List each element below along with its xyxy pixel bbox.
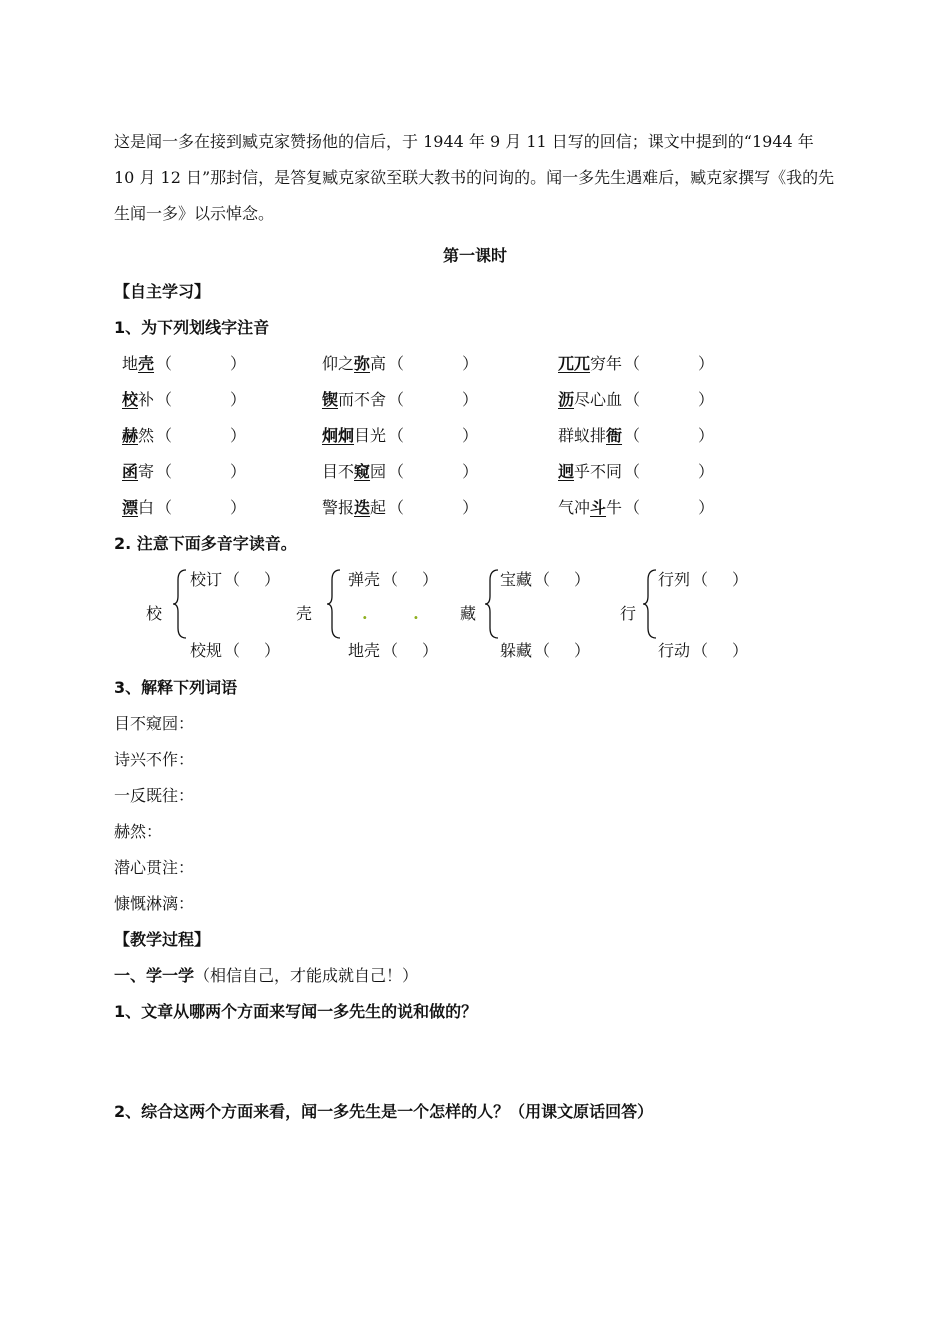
word-suffix: 乎不同: [574, 462, 623, 481]
paren-close: ）: [230, 498, 247, 517]
pinyin-word: [122, 390, 154, 410]
paren-open: （: [388, 426, 405, 445]
paren-close: ）: [574, 570, 591, 589]
underlined-char: 锲: [322, 390, 339, 409]
polyphone-word: 地壳: [348, 641, 381, 660]
polyphone-char: 校: [146, 604, 163, 623]
paren-close: ）: [422, 641, 439, 660]
lesson-title: 第一课时: [442, 246, 507, 265]
paren-close: ）: [698, 498, 715, 517]
paren-open: （: [388, 390, 405, 409]
pinyin-item: [558, 498, 714, 518]
pinyin-word: [322, 354, 386, 374]
paren-open: （: [624, 498, 641, 517]
term-item: 诗兴不作：: [114, 750, 195, 769]
underlined-char: 函: [122, 462, 139, 481]
term-item: 潜心贯注：: [114, 858, 195, 877]
pinyin-item: [122, 354, 246, 374]
paren-close: ）: [230, 462, 247, 481]
polyphone-word: 躲藏: [500, 641, 533, 660]
polyphone-word-bottom: [658, 641, 748, 661]
pinyin-item: [122, 498, 246, 518]
paren-open: （: [624, 354, 641, 373]
paren-open: （: [156, 390, 173, 409]
pinyin-word: [558, 498, 622, 518]
pinyin-item: [558, 426, 714, 446]
pinyin-item: [322, 426, 478, 446]
paren-close: ）: [732, 570, 749, 589]
polyphone-word-top: [348, 570, 438, 590]
paren-open: （: [624, 426, 641, 445]
paren-open: （: [382, 641, 399, 660]
paren-close: ）: [264, 570, 281, 589]
pinyin-item: [122, 390, 246, 410]
paren-close: ）: [230, 390, 247, 409]
paren-open: （: [534, 641, 551, 660]
decorative-dots: . .: [362, 604, 439, 623]
word-suffix: 尽心血: [574, 390, 623, 409]
question-1-title: 1、为下列划线字注音: [114, 318, 270, 337]
paren-open: （: [692, 570, 709, 589]
word-prefix: 地: [122, 354, 139, 373]
paren-close: ）: [462, 498, 479, 517]
part-1-title: 一、学一学: [114, 966, 195, 985]
polyphone-word: 弹壳: [348, 570, 381, 589]
pinyin-item: [122, 462, 246, 482]
pinyin-item: [322, 354, 478, 374]
paren-open: （: [156, 498, 173, 517]
word-suffix: 白: [138, 498, 155, 517]
pinyin-word: [558, 426, 622, 446]
pinyin-word: [322, 426, 386, 446]
pinyin-item: [558, 462, 714, 482]
paren-open: （: [224, 570, 241, 589]
underlined-char: 沥: [558, 390, 575, 409]
paren-close: ）: [698, 354, 715, 373]
word-suffix: 补: [138, 390, 155, 409]
pinyin-item: [322, 462, 478, 482]
paren-close: ）: [698, 426, 715, 445]
word-suffix: 起: [370, 498, 387, 517]
paren-close: ）: [230, 426, 247, 445]
underlined-char: 衙: [606, 426, 623, 445]
question-3-title: 3、解释下列词语: [114, 678, 238, 697]
section-self-study: 【自主学习】: [114, 282, 211, 301]
word-suffix: 然: [138, 426, 155, 445]
pinyin-item: [558, 354, 714, 374]
paren-open: （: [156, 462, 173, 481]
polyphone-word-top: [190, 570, 280, 590]
paren-open: （: [388, 462, 405, 481]
paren-close: ）: [462, 426, 479, 445]
underlined-char: 斗: [590, 498, 607, 517]
word-prefix: 警报: [322, 498, 355, 517]
word-prefix: 群蚁排: [558, 426, 607, 445]
term-item: 慷慨淋漓：: [114, 894, 195, 913]
word-suffix: 而不舍: [338, 390, 387, 409]
polyphone-word: 校订: [190, 570, 223, 589]
pinyin-word: [558, 462, 622, 482]
polyphone-word: 行列: [658, 570, 691, 589]
teaching-question-1: 1、文章从哪两个方面来写闻一多先生的说和做的？: [114, 1002, 478, 1021]
word-suffix: 高: [370, 354, 387, 373]
pinyin-item: [122, 426, 246, 446]
word-prefix: 目不: [322, 462, 355, 481]
polyphone-char: 藏: [460, 604, 477, 623]
polyphone-word: 宝藏: [500, 570, 533, 589]
underlined-char: 迭: [354, 498, 371, 517]
word-suffix: 牛: [606, 498, 623, 517]
pinyin-word: [122, 354, 154, 374]
underlined-char: 漂: [122, 498, 139, 517]
polyphone-word-bottom: [500, 641, 590, 661]
word-suffix: 目光: [354, 426, 387, 445]
paren-close: ）: [230, 354, 247, 373]
pinyin-word: [558, 390, 622, 410]
paren-open: （: [382, 570, 399, 589]
polyphone-word: 校规: [190, 641, 223, 660]
paren-close: ）: [264, 641, 281, 660]
pinyin-word: [558, 354, 622, 374]
paren-open: （: [534, 570, 551, 589]
underlined-char: 炯炯: [322, 426, 355, 445]
paren-open: （: [156, 354, 173, 373]
underlined-char: 窥: [354, 462, 371, 481]
term-item: 目不窥园：: [114, 714, 195, 733]
underlined-char: 兀兀: [558, 354, 591, 373]
paren-close: ）: [698, 390, 715, 409]
paren-open: （: [624, 390, 641, 409]
polyphone-word-bottom: [348, 641, 438, 661]
term-item: 赫然：: [114, 822, 163, 841]
pinyin-item: [322, 498, 478, 518]
pinyin-word: [122, 498, 154, 518]
polyphone-char: 壳: [296, 604, 313, 623]
word-suffix: 穷年: [590, 354, 623, 373]
brace-icon: [326, 568, 342, 640]
paren-close: ）: [732, 641, 749, 660]
part-1-note: （相信自己，才能成就自己！）: [194, 966, 419, 985]
pinyin-word: [322, 462, 386, 482]
part-1-heading: [114, 966, 418, 986]
paren-open: （: [388, 498, 405, 517]
intro-paragraph: 这是闻一多在接到臧克家赞扬他的信后，于 1944 年 9 月 11 日写的回信；课文中提到的“1944 年 10 月 12 日”那封信，是答复臧克家欲至联大教书的问询的。闻一多先生遇难后，臧克家撰写《我的先生闻一多》以示悼念。: [114, 132, 835, 223]
polyphone-word-top: [658, 570, 748, 590]
paren-close: ）: [574, 641, 591, 660]
word-prefix: 气冲: [558, 498, 591, 517]
brace-icon: [642, 568, 658, 640]
underlined-char: 迥: [558, 462, 575, 481]
paren-close: ）: [462, 462, 479, 481]
polyphone-word-top: [500, 570, 590, 590]
paren-close: ）: [422, 570, 439, 589]
term-item: 一反既往：: [114, 786, 195, 805]
pinyin-word: [122, 426, 154, 446]
polyphone-char: 行: [620, 604, 637, 623]
polyphone-word: 行动: [658, 641, 691, 660]
pinyin-item: [322, 390, 478, 410]
brace-icon: [484, 568, 500, 640]
pinyin-word: [322, 498, 386, 518]
paren-close: ）: [698, 462, 715, 481]
polyphone-word-bottom: [190, 641, 280, 661]
word-prefix: 仰之: [322, 354, 355, 373]
paren-open: （: [624, 462, 641, 481]
paren-open: （: [692, 641, 709, 660]
paren-open: （: [156, 426, 173, 445]
pinyin-word: [322, 390, 386, 410]
question-2-title: 2. 注意下面多音字读音。: [114, 534, 297, 553]
word-suffix: 寄: [138, 462, 155, 481]
brace-icon: [172, 568, 188, 640]
paren-close: ）: [462, 390, 479, 409]
underlined-char: 弥: [354, 354, 371, 373]
section-teaching: 【教学过程】: [114, 930, 211, 949]
underlined-char: 校: [122, 390, 139, 409]
paren-close: ）: [462, 354, 479, 373]
paren-open: （: [388, 354, 405, 373]
underlined-char: 赫: [122, 426, 139, 445]
word-suffix: 园: [370, 462, 387, 481]
paren-open: （: [224, 641, 241, 660]
pinyin-item: [558, 390, 714, 410]
teaching-question-2: 2、综合这两个方面来看，闻一多先生是一个怎样的人？（用课文原话回答）: [114, 1102, 654, 1121]
underlined-char: 壳: [138, 354, 155, 373]
pinyin-word: [122, 462, 154, 482]
